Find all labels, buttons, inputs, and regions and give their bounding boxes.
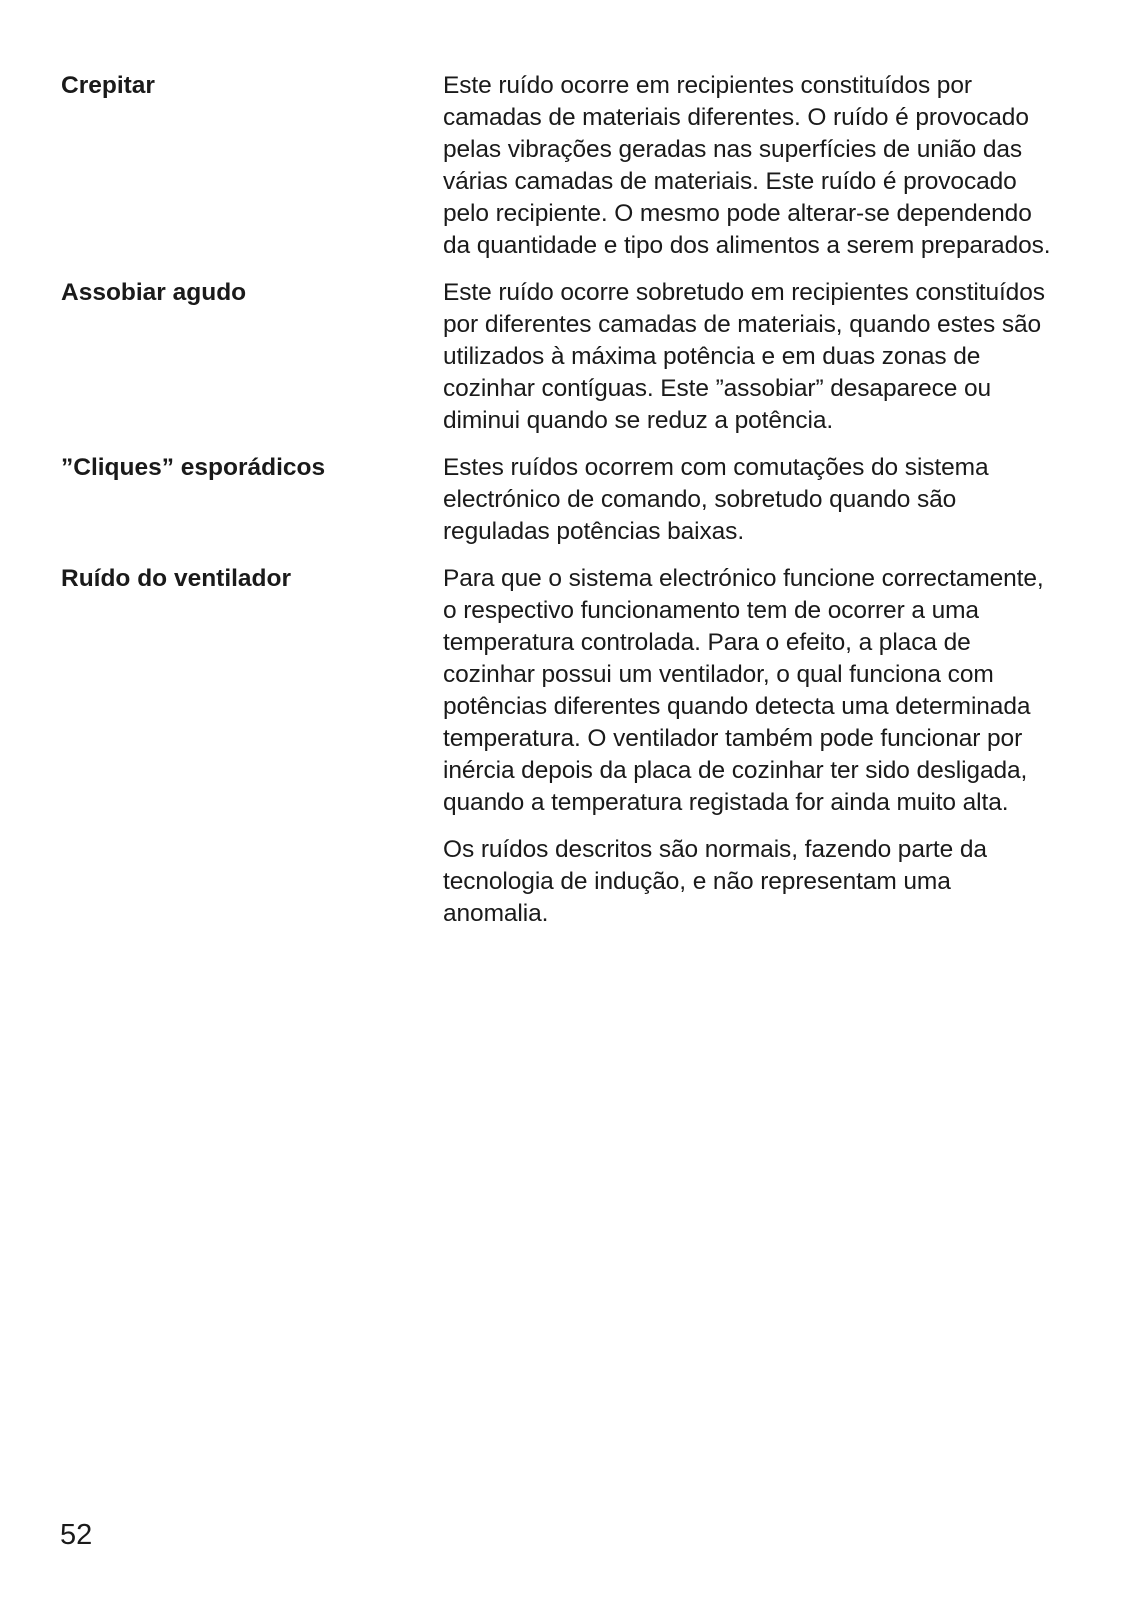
entry-assobiar-agudo (61, 277, 1071, 437)
entry-cliques-esporadicos (61, 452, 1071, 548)
entry-term: ”Cliques” esporádicos (61, 454, 326, 481)
noise-descriptions (61, 70, 1071, 930)
entry-term: Assobiar agudo (61, 279, 247, 306)
page-number: 52 (60, 1519, 93, 1551)
entry-crepitar (61, 70, 1071, 262)
entry-description: Este ruído ocorre sobretudo em recipientes constituídos por diferentes camadas de materiais, quando estes são utilizados à máxima potência e em duas zonas de cozinhar contíguas. Este ”assobiar” desaparece ou diminui quando se reduz a potência. (443, 279, 1045, 434)
closing-note: Os ruídos descritos são normais, fazendo parte da tecnologia de indução, e não representam uma anomalia. (443, 836, 987, 927)
entry-term: Crepitar (61, 72, 155, 99)
entry-ruido-ventilador (61, 563, 1071, 819)
entry-description: Este ruído ocorre em recipientes constituídos por camadas de materiais diferentes. O ruído é provocado pelas vibrações geradas nas superfícies de união das várias camadas de materiais. Este ruído é provocado pelo recipiente. O mesmo pode alterar-se dependendo da quantidade e tipo dos alimentos a serem preparados. (443, 72, 1051, 259)
entry-description: Estes ruídos ocorrem com comutações do sistema electrónico de comando, sobretudo quando são reguladas potências baixas. (443, 454, 989, 545)
entry-term: Ruído do ventilador (61, 565, 292, 592)
entry-description: Para que o sistema electrónico funcione correctamente, o respectivo funcionamento tem de ocorrer a uma temperatura controlada. Para o efeito, a placa de cozinhar possui um ventilador, o qual funciona com potências diferentes quando detecta uma determinada temperatura. O ventilador também pode funcionar por inércia depois da placa de cozinhar ter sido desligada, quando a temperatura registada for ainda muito alta. (443, 565, 1044, 816)
